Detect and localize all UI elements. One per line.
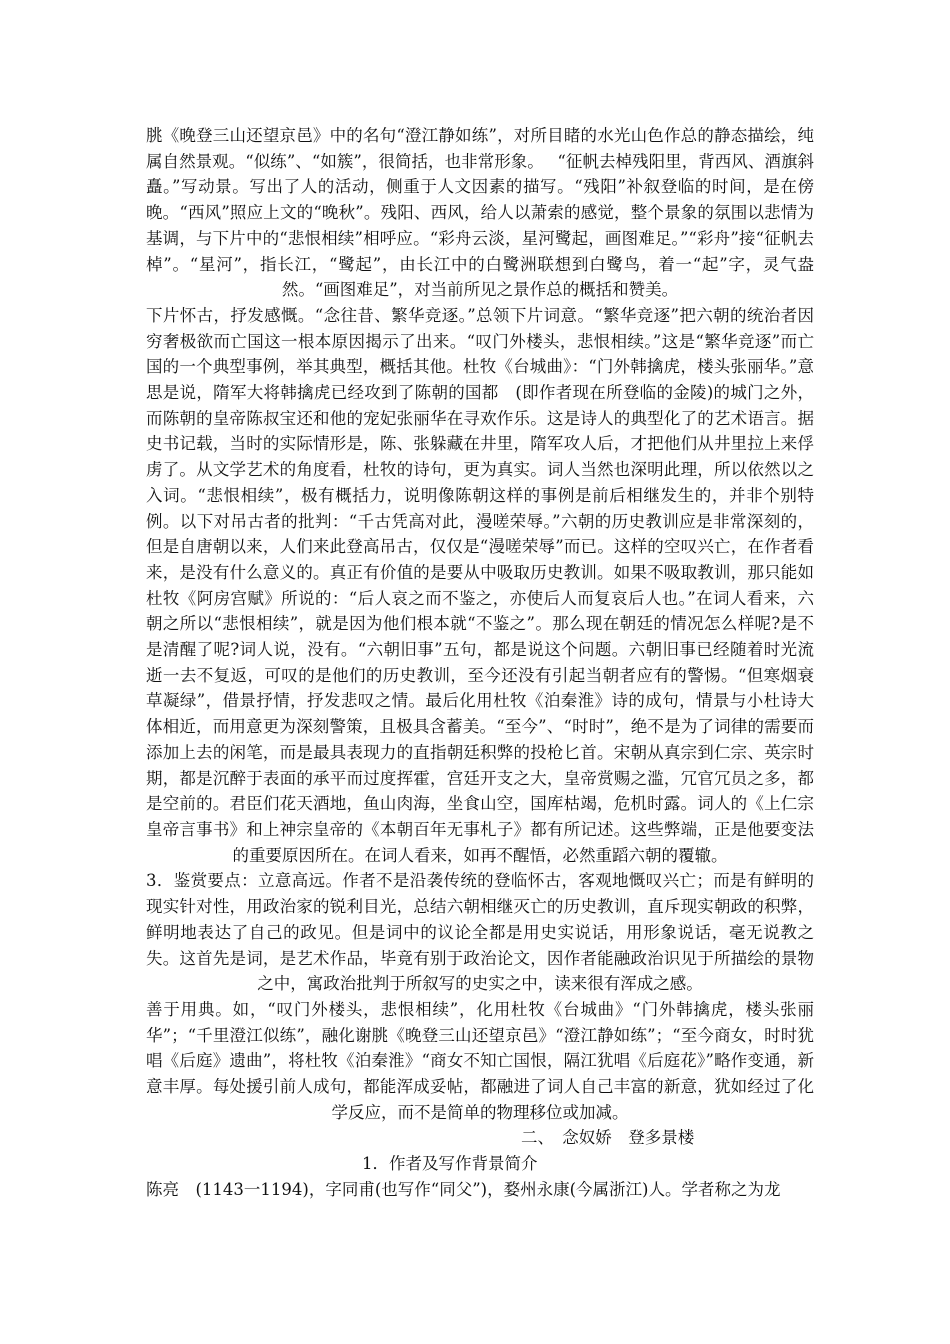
paragraph-author-intro: 陈亮 (1143一1194)，字同甫(也写作“同父”)，婺州永康(今属浙江)人。学者称之为龙 xyxy=(146,1179,781,1199)
document-body xyxy=(146,123,814,1203)
paragraph-appreciation: 3．鉴赏要点：立意高远。作者不是沿袭传统的登临怀古，客观地慨叹兴亡；而是有鲜明的现实针对性，用政治家的锐利目光，总结六朝相继灭亡的历史教训，直斥现实朝政的积弊，鲜明地表达了自己的政见。但是词中的议论全都是用史实说话，用形象说话，毫无说教之失。这首先是词，是艺术作品，毕竟有别于政治论文，因作者能融政治识见于所描绘的景物之中，寓政治批判于所叙写的史实之中，读来很有浑成之感。 xyxy=(146,871,814,994)
paragraph-allusion: 善于用典。如，“叹门外楼头，悲恨相续”，化用杜牧《台城曲》“门外韩擒虎，楼头张丽华”；“千里澄江似练”，融化谢朓《晚登三山还望京邑》“澄江静如练”；“至今商女，时时犹唱《后庭》遗曲”，将杜牧《泊秦淮》“商女不知亡国恨，隔江犹唱《后庭花》”略作变通，新意丰厚。每处援引前人成句，都能浑成妥帖，都融进了词人自己丰富的新意，犹如经过了化学反应，而不是简单的物理移位或加减。 xyxy=(146,999,814,1122)
subheading: 1．作者及写作背景简介 xyxy=(362,1154,538,1174)
paragraph-scenery: 朓《晚登三山还望京邑》中的名句“澄江静如练”，对所目睹的水光山色作总的静态描绘，纯属自然景观。“似练”、“如簇”，很简括，也非常形象。 “征帆去棹残阳里，背西风、酒旗斜矗。”写动景。写出了人的活动，侧重于人文因素的描写。“残阳”补叙登临的时间，是在傍晚。“西风”照应上文的“晚秋”。残阳、西风，给人以萧索的感觉，整个景象的氛围以悲情为基调，与下片中的“悲恨相续”相呼应。“彩舟云淡，星河鹭起，画图难足。”“彩舟”接“征帆去棹”。“星河”，指长江，“鹭起”，由长江中的白鹭洲联想到白鹭鸟，着一“起”字，灵气盎然。“画图难足”，对当前所见之景作总的概括和赞美。 xyxy=(146,126,814,300)
paragraph-history: 下片怀古，抒发感慨。“念往昔、繁华竞逐。”总领下片词意。“繁华竞逐”把六朝的统治者因穷奢极欲而亡国这一根本原因揭示了出来。“叹门外楼头，悲恨相续。”这是“繁华竞逐”而亡国的一个典型事例，举其典型，概括其他。杜牧《台城曲》：“门外韩擒虎，楼头张丽华。”意思是说，隋军大将韩擒虎已经攻到了陈朝的国都 (即作者现在所登临的金陵)的城门之外，而陈朝的皇帝陈叔宝还和他的宠妃张丽华在寻欢作乐。这是诗人的典型化了的艺术语言。据史书记载，当时的实际情形是，陈、张躲藏在井里，隋军攻人后，才把他们从井里拉上来俘虏了。从文学艺术的角度看，杜牧的诗句，更为真实。词人当然也深明此理，所以依然以之入词。“悲恨相续”，极有概括力，说明像陈朝这样的事例是前后相继发生的，并非个别特例。以下对吊古者的批判：“千古凭高对此，漫嗟荣辱。”六朝的历史教训应是非常深刻的，但是自唐朝以来，人们来此登高吊古，仅仅是“漫嗟荣辱”而已。这样的空叹兴亡，在作者看来，是没有什么意义的。真正有价值的是要从中吸取历史教训。如果不吸取教训，那只能如杜牧《阿房宫赋》所说的：“后人哀之而不鉴之，亦使后人而复哀后人也。”在词人看来，六朝之所以“悲恨相续”，就是因为他们根本就“不鉴之”。那么现在朝廷的情况怎么样呢?是不是清醒了呢?词人说，没有。“六朝旧事”五句，都是说这个问题。六朝旧事已经随着时光流逝一去不复返，可叹的是他们的历史教训，至今还没有引起当朝者应有的警惕。“但寒烟衰草凝绿”，借景抒情，抒发悲叹之情。最后化用杜牧《泊秦淮》诗的成句，情景与小杜诗大体相近，而用意更为深刻警策，且极具含蓄美。“至今”、“时时”，绝不是为了词律的需要而添加上去的闲笔，而是最具表现力的直指朝廷积弊的投枪匕首。宋朝从真宗到仁宗、英宗时期，都是沉醉于表面的承平而过度挥霍，宫廷开支之大，皇帝赏赐之滥，冗官冗员之多，都是空前的。君臣们花天酒地，鱼山肉海，坐食山空，国库枯竭，危机时露。词人的《上仁宗皇帝言事书》和上神宗皇帝的《本朝百年无事札子》都有所记述。这些弊端，正是他要变法的重要原因所在。在词人看来，如再不醒悟，必然重蹈六朝的覆辙。 xyxy=(146,305,814,865)
section-heading: 二、 念奴娇 登多景楼 xyxy=(521,1128,695,1148)
